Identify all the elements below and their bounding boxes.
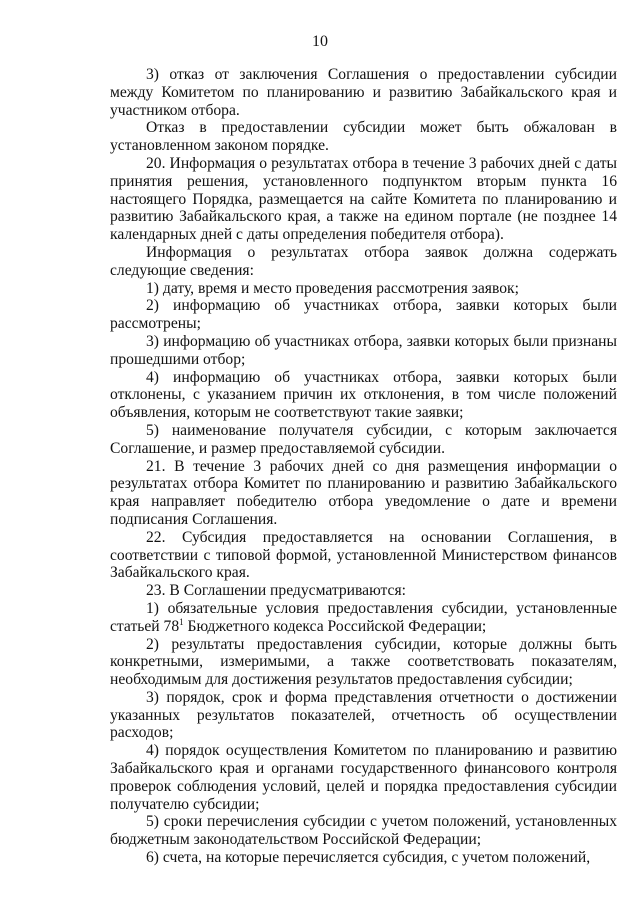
list-item: 3) информацию об участниках отбора, заявки которых были признаны прошедшими отбор;: [110, 332, 617, 368]
list-item: [110, 600, 617, 636]
paragraph: 23. В Соглашении предусматриваются:: [146, 582, 406, 600]
list-item: 4) порядок осуществления Комитетом по планированию и развитию Забайкальского края и органами государственного финансового контроля проверок соблюдения условий, целей и порядка предоставления субсидии получателю субсидии;: [110, 742, 617, 813]
list-item: 2) информацию об участниках отбора, заявки которых были рассмотрены;: [110, 297, 617, 333]
page-number: 10: [312, 33, 328, 50]
paragraph: 22. Субсидия предоставляется на основании Соглашения, в соответствии с типовой формой, установленной Министерством финансов Забайкальского края.: [110, 528, 617, 582]
paragraph: Отказ в предоставлении субсидии может быть обжалован в установленном законом порядке.: [110, 119, 617, 155]
paragraph: 3) отказ от заключения Соглашения о предоставлении субсидии между Комитетом по планированию и развитию Забайкальского края и участником отбора.: [110, 66, 617, 119]
list-item: 5) сроки перечисления субсидии с учетом положений, установленных бюджетным законодательством Российской Федерации;: [110, 813, 617, 849]
paragraph: Информация о результатах отбора заявок должна содержать следующие сведения:: [110, 243, 617, 279]
document-body: [110, 66, 617, 867]
text-span: 1) обязательные условия предоставления субсидии, установленные статьей 78: [110, 599, 617, 635]
paragraph: 20. Информация о результатах отбора в течение 3 рабочих дней с даты принятия решения, установленного подпунктом вторым пункта 16 настоящего Порядка, размещается на сайте Комитета по планированию и развитию Забайкальского края, а также на едином портале (не позднее 14 календарных дней с даты определения победителя отбора).: [110, 154, 617, 244]
list-item: 1) дату, время и место проведения рассмотрения заявок;: [146, 279, 519, 297]
list-item: 4) информацию об участниках отбора, заявки которых были отклонены, с указанием причин их отклонения, в том числе положений объявления, которым не соответствуют такие заявки;: [110, 368, 617, 422]
list-item: 6) счета, на которые перечисляется субсидия, с учетом положений,: [146, 849, 591, 867]
list-item: 5) наименование получателя субсидии, с которым заключается Соглашение, и размер предоставляемой субсидии.: [110, 421, 617, 457]
superscript: 1: [179, 616, 184, 627]
list-item: 3) порядок, срок и форма представления отчетности о достижении указанных результатов показателей, отчетность об осуществлении расходов;: [110, 688, 617, 742]
text-span: Бюджетного кодекса Российской Федерации;: [183, 617, 487, 635]
list-item: 2) результаты предоставления субсидии, которые должны быть конкретными, измеримыми, а также соответствовать показателям, необходимым для достижения результатов предоставления субсидии;: [110, 635, 617, 689]
paragraph: 21. В течение 3 рабочих дней со дня размещения информации о результатах отбора Комитет по планированию и развитию Забайкальского края направляет победителю отбора уведомление о дате и времени подписания Соглашения.: [110, 457, 617, 528]
